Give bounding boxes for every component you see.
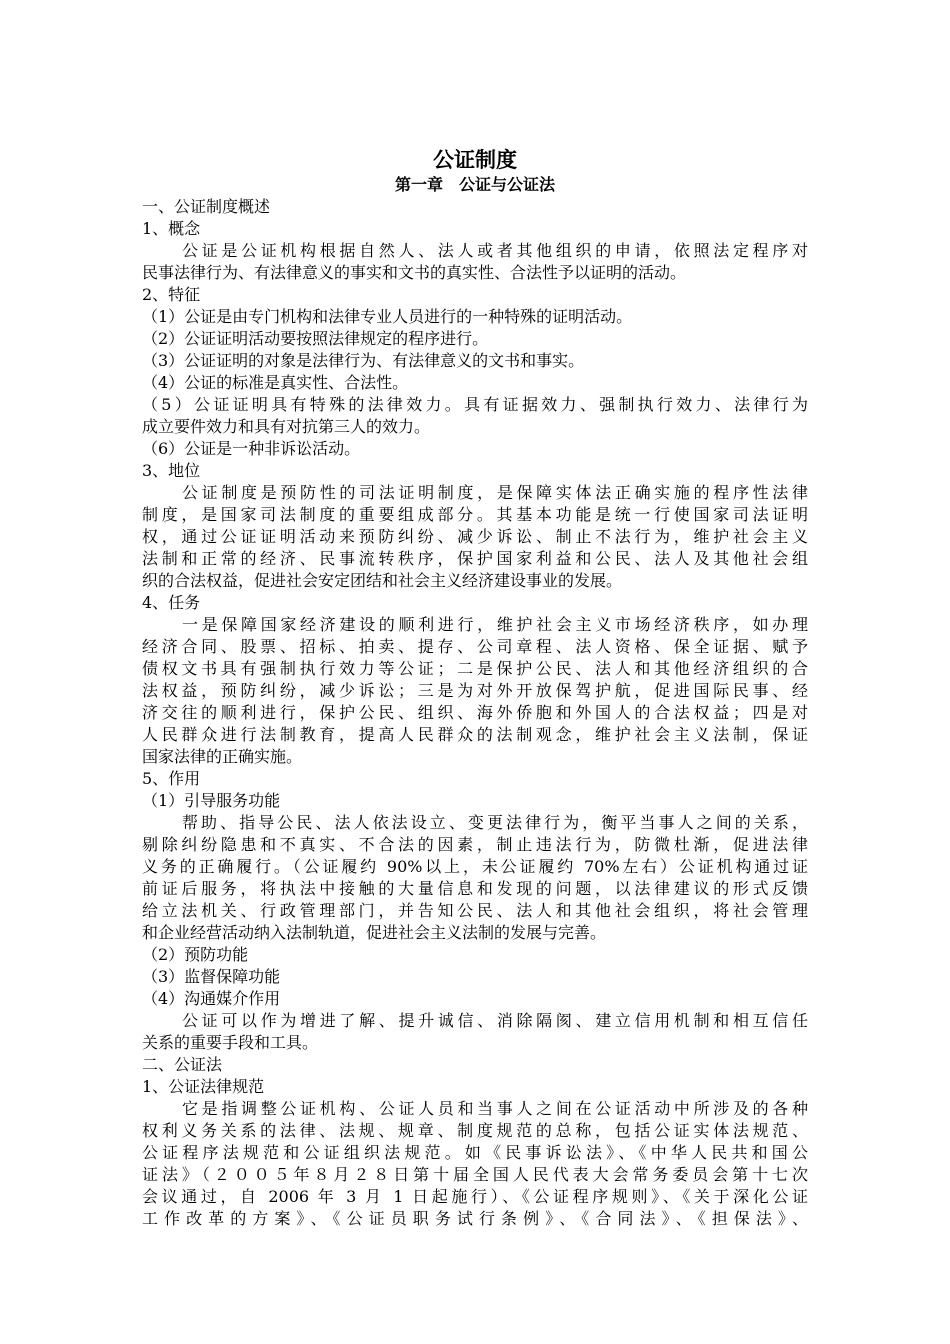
text-line: 1、概念 [142,219,201,238]
text-line: 公证可以作为增进了解、提升诚信、消除隔阂、建立信用机制和相互信任 [182,1011,808,1030]
text-line: （4）公证的标准是真实性、合法性。 [142,373,409,392]
text-line: 一、公证制度概述 [142,197,271,216]
text-line: 成立要件效力和具有对抗第三人的效力。 [142,417,431,436]
text-line: 济交往的顺利进行，保护公民、组织、海外侨胞和外国人的合法权益；四是对 [142,703,808,722]
text-line: （2）预防功能 [142,945,249,964]
text-line: 国家法律的正确实施。 [142,747,303,766]
text-line: （1）引导服务功能 [142,791,281,810]
text-line: 公证程序法规范和公证组织法规范。如《民事诉讼法》、《中华人民共和国公 [142,1143,808,1162]
text-line: 帮助、指导公民、法人依法设立、变更法律行为，衡平当事人之间的关系， [182,813,808,832]
text-line: 剔除纠纷隐患和不真实、不合法的因素，制止违法行为，防微杜渐，促进法律 [142,835,808,854]
text-line: （6）公证是一种非诉讼活动。 [142,439,361,458]
text-line: （1）公证是由专门机构和法律专业人员进行的一种特殊的证明活动。 [142,307,633,326]
text-line: 2、特征 [142,285,201,304]
text-line: 权利义务关系的法律、法规、规章、制度规范的总称，包括公证实体法规范、 [142,1121,808,1140]
text-line: 关系的重要手段和工具。 [142,1033,319,1052]
text-line: 和企业经营活动纳入法制轨道，促进社会主义法制的发展与完善。 [142,923,607,942]
text-line: 人民群众进行法制教育，提高人民群众的法制观念，维护社会主义法制，保证 [142,725,808,744]
text-line: 织的合法权益，促进社会安定团结和社会主义经济建设事业的发展。 [142,571,623,590]
text-line: 前证后服务，将执法中接触的大量信息和发现的问题，以法律建议的形式反馈 [142,879,808,898]
text-line: 公证制度是预防性的司法证明制度，是保障实体法正确实施的程序性法律 [182,483,808,502]
text-line: 5、作用 [142,769,201,788]
text-line: 工作改革的方案》、《公证员职务试行条例》、《合同法》、《担保法》、 [142,1209,808,1228]
text-line: 法权益，预防纠纷，减少诉讼；三是为对外开放保驾护航，促进国际民事、经 [142,681,808,700]
text-line: （2）公证证明活动要按照法律规定的程序进行。 [142,329,489,348]
text-line: 民事法律行为、有法律意义的事实和文书的真实性、合法性予以证明的活动。 [142,263,687,282]
text-line: 经济合同、股票、招标、拍卖、提存、公司章程、法人资格、保全证据、赋予 [142,637,808,656]
text-line: 法制和正常的经济、民事流转秩序，保护国家利益和公民、法人及其他社会组 [142,549,808,568]
document-body [142,196,808,1230]
text-line: （3）监督保障功能 [142,967,281,986]
text-line: 给立法机关、行政管理部门，并告知公民、法人和其他社会组织，将社会管理 [142,901,808,920]
text-line: 它是指调整公证机构、公证人员和当事人之间在公证活动中所涉及的各种 [182,1099,808,1118]
text-line: 权，通过公证证明活动来预防纠纷、减少诉讼、制止不法行为，维护社会主义 [142,527,808,546]
text-line: 4、任务 [142,593,201,612]
chapter-heading: 第一章 公证与公证法 [394,175,555,194]
text-line: 义务的正确履行。（公证履约 90%以上，未公证履约 70%左右）公证机构通过证 [142,857,808,876]
text-line: 债权文书具有强制执行效力等公证；二是保护公民、法人和其他经济组织的合 [142,659,808,678]
text-line: 公证是公证机构根据自然人、法人或者其他组织的申请，依照法定程序对 [182,241,808,260]
text-line: 一是保障国家经济建设的顺利进行，维护社会主义市场经济秩序，如办理 [182,615,808,634]
text-line: （3）公证证明的对象是法律行为、有法律意义的文书和事实。 [142,351,585,370]
text-line: 证法》（２００５年８月２８日第十届全国人民代表大会常务委员会第十七次 [142,1165,808,1184]
text-line: 会议通过，自 2006 年 3 月 1 日起施行）、《公证程序规则》、《关于深化公证 [142,1187,808,1206]
text-line: 1、公证法律规范 [142,1077,265,1096]
text-line: （4）沟通媒介作用 [142,989,281,1008]
document-title: 公证制度 [433,148,517,172]
text-line: 二、公证法 [142,1055,223,1074]
text-line: 制度，是国家司法制度的重要组成部分。其基本功能是统一行使国家司法证明 [142,505,808,524]
text-line: （5）公证证明具有特殊的法律效力。具有证据效力、强制执行效力、法律行为 [142,395,808,414]
text-line: 3、地位 [142,461,201,480]
